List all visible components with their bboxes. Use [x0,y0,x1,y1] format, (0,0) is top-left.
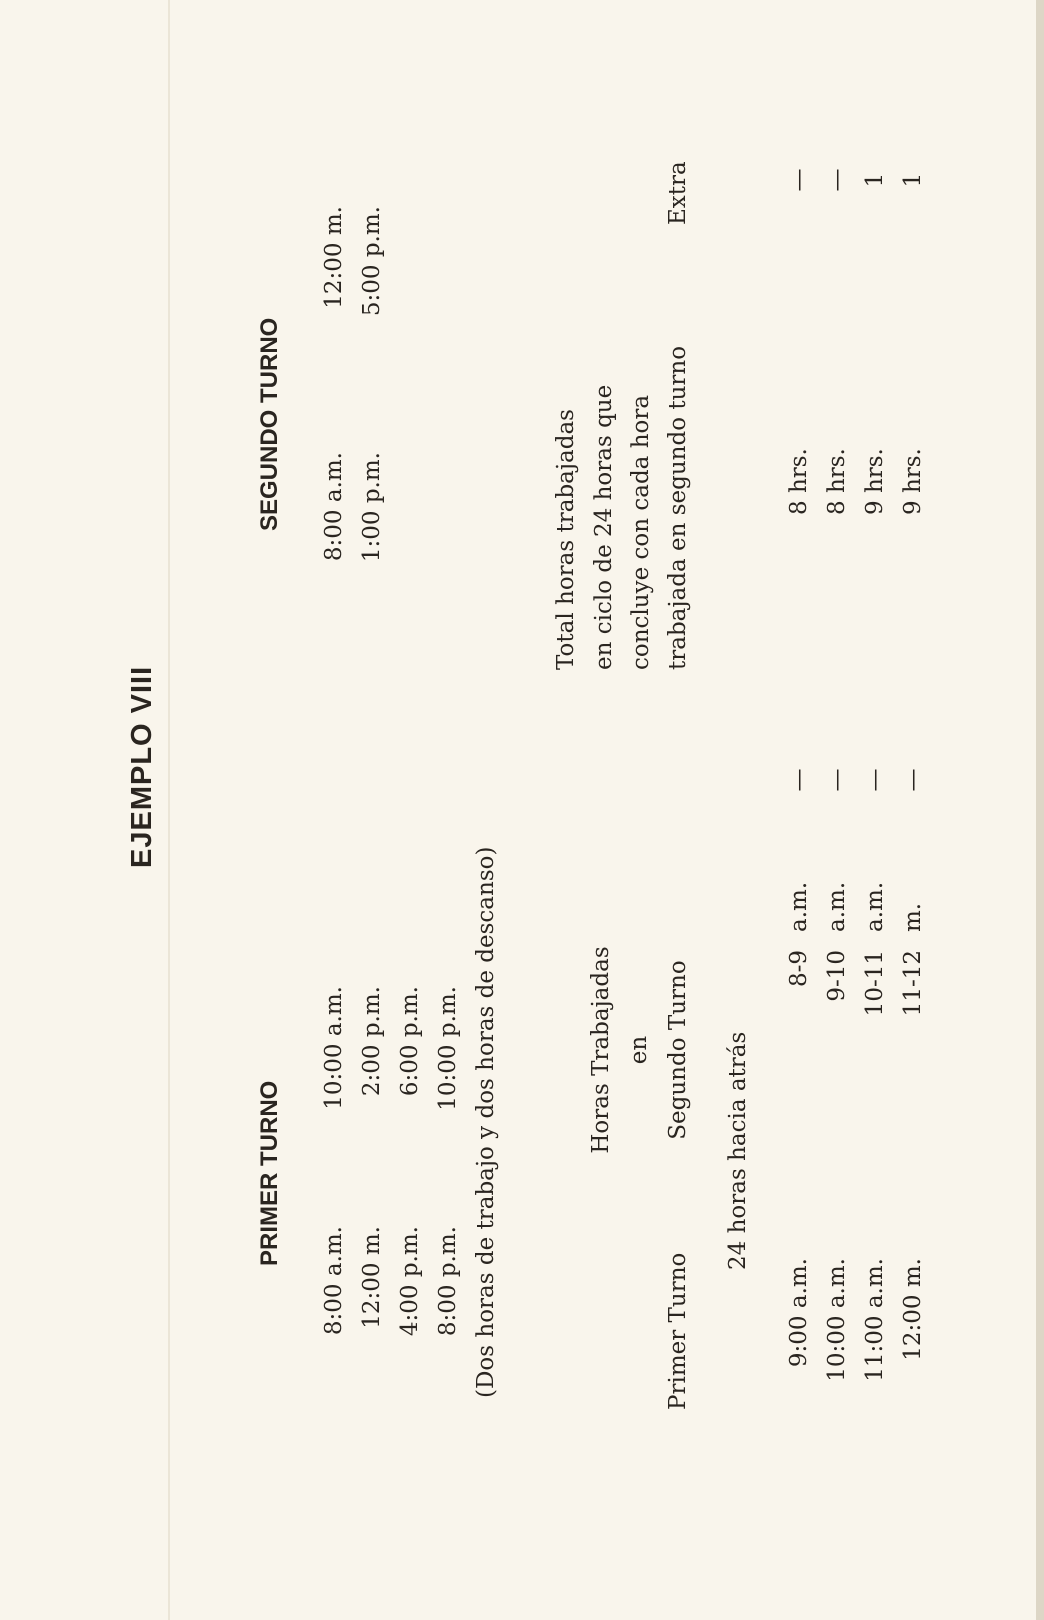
row-hour-range: 11-12 [900,950,926,1017]
col-header-horas: Horas Trabajadas [588,946,614,1154]
primer-end: 6:00 p.m. [397,986,423,1097]
primer-turno-heading: PRIMER TURNO [256,1080,283,1266]
col-header-total: trabajada en segundo turno [665,345,691,670]
col-header-total: Total horas trabajadas [553,409,579,670]
row-period: a.m. [824,881,850,932]
primer-start: 8:00 a.m. [321,1226,347,1336]
page-title: EJEMPLO VIII [126,665,158,868]
row-total-hours: 8 hrs. [824,448,850,515]
row-extra: 1 [900,172,926,188]
primer-end: 10:00 a.m. [321,986,347,1110]
row-extra: — [824,168,850,192]
row-dash: — [786,768,812,792]
row-hour-range: 9-10 [824,950,850,1002]
table-subheader: 24 horas hacia atrás [725,1031,751,1270]
primer-turno-note: (Dos horas de trabajo y dos horas de descanso) [473,846,499,1398]
row-dash: — [824,768,850,792]
row-total-hours: 8 hrs. [786,448,812,515]
primer-start: 4:00 p.m. [397,1226,423,1337]
row-primer-time: 11:00 a.m. [862,1258,888,1382]
primer-end: 2:00 p.m. [359,986,385,1097]
primer-start: 12:00 m. [359,1226,385,1329]
row-extra: 1 [862,172,888,188]
row-hour-range: 8-9 [786,950,812,988]
segundo-turno-heading: SEGUNDO TURNO [256,317,283,531]
segundo-start: 1:00 p.m. [359,452,385,563]
col-header-horas: en [626,1035,652,1065]
segundo-start: 8:00 a.m. [321,452,347,562]
row-total-hours: 9 hrs. [862,448,888,515]
primer-end: 10:00 p.m. [435,986,461,1111]
row-primer-time: 9:00 a.m. [786,1258,812,1368]
row-period: a.m. [786,881,812,932]
row-total-hours: 9 hrs. [900,448,926,515]
row-dash: — [900,768,926,792]
segundo-end: 5:00 p.m. [359,206,385,317]
col-header-horas: Segundo Turno [665,960,691,1140]
row-hour-range: 10-11 [862,950,888,1017]
segundo-end: 12:00 m. [321,206,347,309]
col-header-total: en ciclo de 24 horas que [591,384,617,670]
col-header-total: concluye con cada hora [628,394,654,670]
primer-start: 8:00 p.m. [435,1226,461,1337]
row-dash: — [862,768,888,792]
col-header-extra: Extra [665,161,691,225]
row-primer-time: 12:00 m. [900,1258,926,1361]
row-period: a.m. [862,881,888,932]
row-extra: — [786,168,812,192]
col-header-primer: Primer Turno [665,1252,691,1410]
row-period: m. [900,902,926,932]
row-primer-time: 10:00 a.m. [824,1258,850,1382]
